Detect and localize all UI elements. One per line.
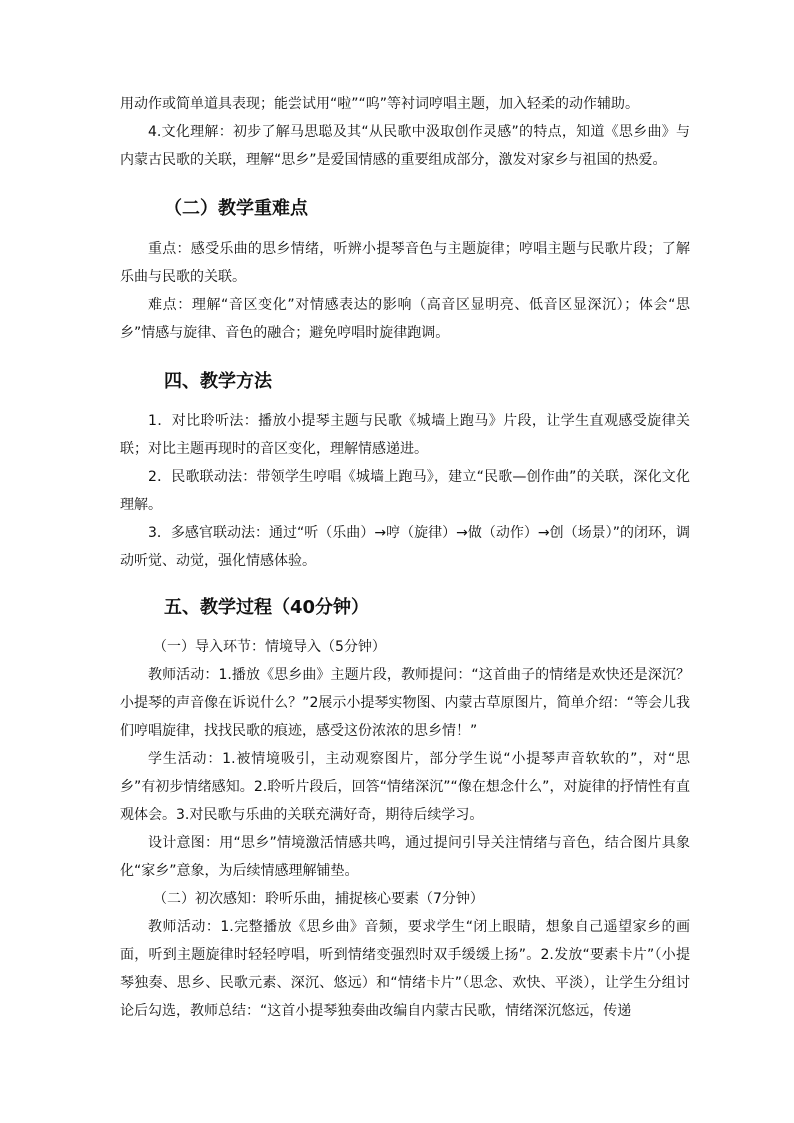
heading-key-points: （二）教学重难点 — [164, 198, 308, 219]
method-item-2: 2．民歌联动法：带领学生哼唱《城墙上跑马》，建立“民歌—创作曲”的关联，深化文化理解。 — [120, 469, 690, 513]
method-item-1: 1．对比聆听法：播放小提琴主题与民歌《城墙上跑马》片段，让学生直观感受旋律关联；对比主题再现时的音区变化，理解情感递进。 — [120, 413, 690, 457]
paragraph-teacher-activity-1: 教师活动：1.播放《思乡曲》主题片段，教师提问：“这首曲子的情绪是欢快还是深沉？小提琴的声音像在诉说什么？”2展示小提琴实物图、内蒙古草原图片，简单介绍：“等会儿我们哼唱旋律，找找民歌的痕迹，感受这份浓浓的思乡情！” — [120, 667, 690, 739]
paragraph-culture-understanding: 4.文化理解：初步了解马思聪及其“从民歌中汲取创作灵感”的特点，知道《思乡曲》与内蒙古民歌的关联，理解“思乡”是爱国情感的重要组成部分，激发对家乡与祖国的热爱。 — [120, 124, 690, 168]
paragraph-teacher-activity-2: 教师活动：1.完整播放《思乡曲》音频，要求学生“闭上眼睛，想象自己遥望家乡的画面，听到主题旋律时轻轻哼唱，听到情绪变强烈时双手缓缓上扬”。2.发放“要素卡片”（小提琴独奏、思乡、民歌元素、深沉、悠远）和“情绪卡片”（思念、欢快、平淡），让学生分组讨论后勾选，教师总结：“这首小提琴独奏曲改编自内蒙古民歌，情绪深沉悠远，传递 — [120, 919, 690, 1019]
subsection-heading-first-listening: （二）初次感知：聆听乐曲，捕捉核心要素（7分钟） — [153, 891, 484, 907]
paragraph-difficult-point: 难点：理解“音区变化”对情感表达的影响（高音区显明亮、低音区显深沉）；体会“思乡”情感与旋律、音色的融合；避免哼唱时旋律跑调。 — [120, 297, 690, 341]
heading-teaching-process: 五、教学过程（40分钟） — [164, 597, 370, 618]
paragraph-design-intent-1: 设计意图：用“思乡”情境激活情感共鸣，通过提问引导关注情绪与音色，结合图片具象化“家乡”意象，为后续情感理解铺垫。 — [120, 835, 690, 879]
paragraph-continuation: 用动作或简单道具表现；能尝试用“啦”“呜”等衬词哼唱主题，加入轻柔的动作辅助。 — [120, 96, 640, 112]
method-item-3: 3．多感官联动法：通过“听（乐曲）→哼（旋律）→做（动作）→创（场景）”的闭环，调动听觉、动觉，强化情感体验。 — [120, 525, 690, 569]
paragraph-key-point: 重点：感受乐曲的思乡情绪，听辨小提琴音色与主题旋律；哼唱主题与民歌片段；了解乐曲与民歌的关联。 — [120, 241, 690, 285]
subsection-heading-intro: （一）导入环节：情境导入（5分钟） — [153, 639, 386, 655]
heading-teaching-methods: 四、教学方法 — [164, 371, 272, 392]
paragraph-student-activity-1: 学生活动：1.被情境吸引，主动观察图片，部分学生说“小提琴声音软软的”，对“思乡”有初步情绪感知。2.聆听片段后，回答“情绪深沉”“像在想念什么”，对旋律的抒情性有直观体会。3.对民歌与乐曲的关联充满好奇，期待后续学习。 — [120, 751, 690, 823]
